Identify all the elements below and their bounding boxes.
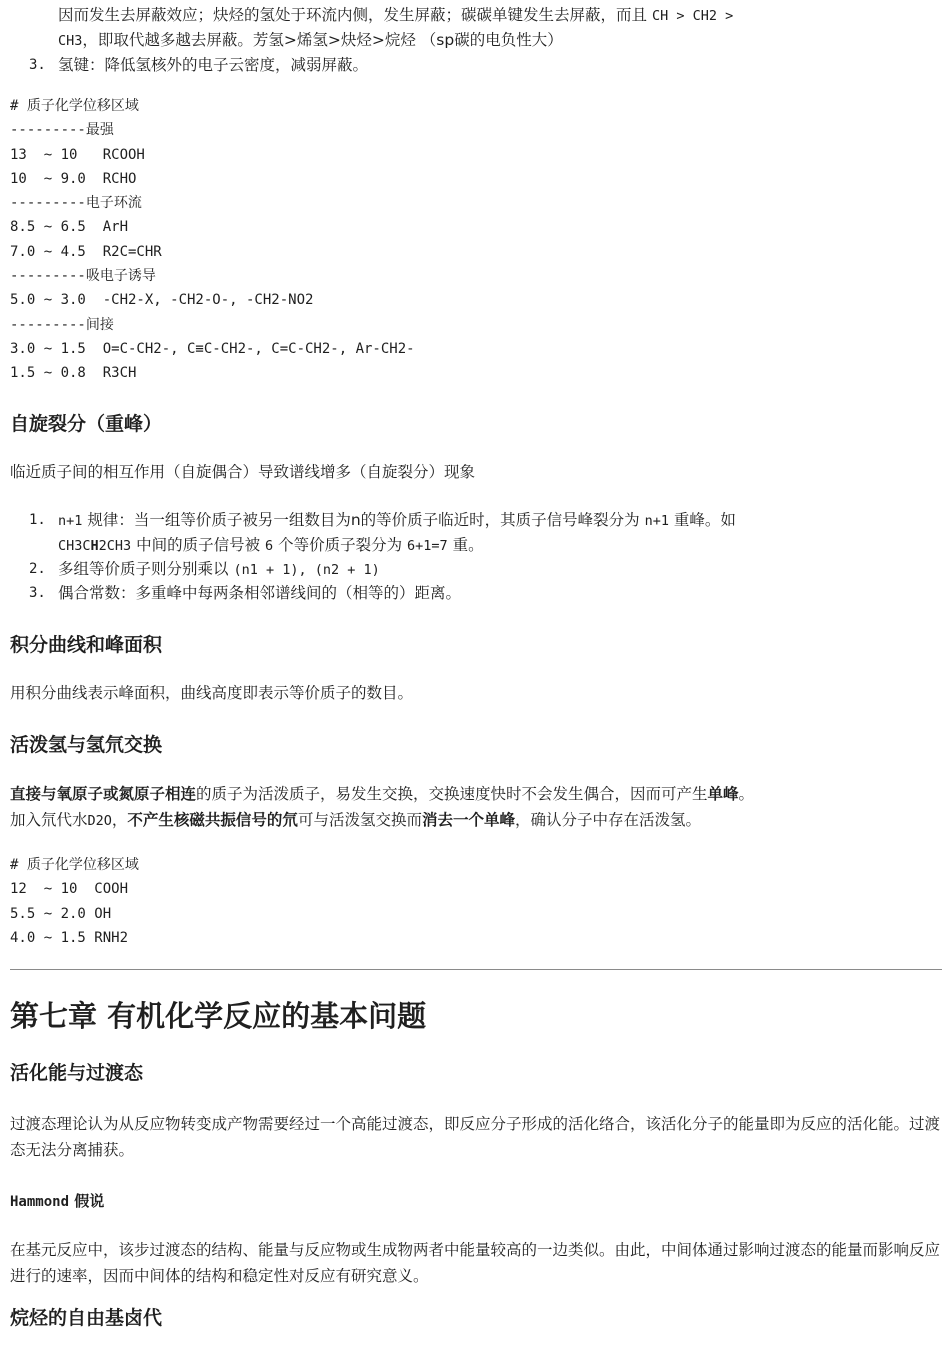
paragraph-text: 过渡态理论认为从反应物转变成产物需要经过一个高能过渡态，即反应分子形成的活化络合，该活化分子的能量即为反应的活化能。过渡态无法分离捕获。 [10, 1115, 941, 1159]
section-heading: 自旋裂分（重峰） [10, 413, 163, 435]
paragraph-text: ， [111, 811, 128, 829]
code-line: 12 ~ 10 COOH [10, 881, 129, 898]
list-item [10, 582, 944, 605]
code-line: 4.0 ~ 1.5 RNH2 [10, 929, 129, 946]
formula-text: CH3C [58, 538, 91, 554]
paragraph-text: 加入氘代水 [10, 811, 88, 829]
formula-bold-text: H [90, 538, 99, 554]
section-heading: 烷烃的自由基卤代 [10, 1307, 163, 1329]
code-block [10, 94, 944, 386]
list-item-text: 重峰。如 [668, 511, 736, 529]
code-block [10, 853, 944, 950]
formula-text: D2O [87, 813, 112, 829]
list-item-text: 多组等价质子则分别乘以 [58, 560, 234, 578]
formula-text: n+1 [644, 513, 669, 529]
code-line: ---------吸电子诱导 [10, 268, 156, 285]
bold-text: 消去一个单峰 [421, 811, 515, 829]
section-heading: 活泼氢与氢氘交换 [10, 734, 163, 756]
paragraph-text: ，确认分子中存在活泼氢。 [514, 811, 701, 829]
list-item-text: 重。 [447, 536, 484, 554]
code-line: 7.0 ~ 4.5 R2C=CHR [10, 243, 162, 260]
code-line: 13 ~ 10 RCOOH [10, 146, 145, 163]
list-item-continuation [10, 0, 944, 53]
subsection-heading-code: Hammond [10, 1194, 70, 1210]
formula-text: CH3 [58, 33, 83, 49]
code-line: ---------间接 [10, 316, 114, 333]
paragraph-text: 的质子为活泼质子，易发生交换，交换速度快时不会发生偶合，因而可产生 [196, 785, 708, 803]
code-line: ---------电子环流 [10, 195, 142, 212]
formula-text: n+1 [58, 513, 83, 529]
paragraph-text: 临近质子间的相互作用（自旋偶合）导致谱线增多（自旋裂分）现象 [10, 463, 476, 481]
code-line: 5.5 ~ 2.0 OH [10, 905, 112, 922]
ordered-list [10, 508, 944, 605]
code-line: 1.5 ~ 0.8 R3CH [10, 365, 137, 382]
bold-text: 单峰 [707, 785, 739, 803]
formula-text: 6+1=7 [407, 538, 448, 554]
subsection-heading [10, 1189, 944, 1214]
paragraph-text: 。 [738, 785, 755, 803]
bold-text: 直接与氧原子或氮原子相连 [10, 785, 197, 803]
list-item-text: 个等价质子裂分为 [273, 536, 408, 554]
code-line: 8.5 ~ 6.5 ArH [10, 219, 129, 236]
section-heading: 积分曲线和峰面积 [10, 634, 163, 656]
code-line: 10 ~ 9.0 RCHO [10, 170, 137, 187]
list-item [10, 558, 944, 582]
paragraph-text: 可与活泼氢交换而 [297, 811, 422, 829]
formula-text: CH > CH2 > [651, 8, 734, 24]
list-item [10, 54, 944, 77]
list-item-text: 规律：当一组等价质子被另一组数目为n的等价质子临近时，其质子信号峰裂分为 [82, 511, 645, 529]
section-heading: 活化能与过渡态 [10, 1062, 144, 1084]
code-line: # 质子化学位移区域 [10, 857, 139, 873]
paragraph-text: 用积分曲线表示峰面积，曲线高度即表示等价质子的数目。 [10, 684, 414, 702]
code-line: 5.0 ~ 3.0 -CH2-X, -CH2-O-, -CH2-NO2 [10, 292, 314, 309]
formula-text: 6 [265, 538, 274, 554]
paragraph-text [10, 781, 944, 834]
list-number: 1. [29, 512, 46, 528]
list-item-text: 中间的质子信号被 [131, 536, 266, 554]
list-item [10, 508, 944, 558]
list-item-text: 偶合常数：多重峰中每两条相邻谱线间的（相等的）距离。 [58, 584, 462, 602]
code-line: ---------最强 [10, 122, 114, 139]
chapter-title: 第七章 有机化学反应的基本问题 [10, 999, 427, 1033]
formula-text: (n1 + 1), (n2 + 1) [233, 562, 380, 578]
formula-text: 2CH3 [98, 538, 132, 554]
list-number: 3. [29, 585, 46, 601]
paragraph-text: 在基元反应中，该步过渡态的结构、能量与反应物或生成物两者中能量较高的一边类似。由此，中间体通过影响过渡态的能量而影响反应进行的速率，因而中间体的结构和稳定性对反应有研究意义。 [10, 1241, 941, 1285]
code-line: # 质子化学位移区域 [10, 98, 139, 114]
list-number: 3. [29, 57, 46, 73]
bold-text: 不产生核磁共振信号的氘 [127, 811, 298, 829]
subsection-heading-text: 假说 [69, 1192, 105, 1210]
code-line: 3.0 ~ 1.5 O=C-CH2-, C≡C-CH2-, C=C-CH2-, Ar-CH2- [10, 340, 415, 357]
paragraph-text: ，即取代越多越去屏蔽。芳氢>烯氢>炔烃>烷烃 （sp碳的电负性大） [82, 31, 563, 49]
list-item-text: 氢键：降低氢核外的电子云密度，减弱屏蔽。 [58, 56, 369, 74]
list-number: 2. [29, 561, 46, 577]
paragraph-text: 因而发生去屏蔽效应；炔烃的氢处于环流内侧，发生屏蔽；碳碳单键发生去屏蔽，而且 [58, 6, 648, 24]
horizontal-rule [10, 969, 942, 970]
